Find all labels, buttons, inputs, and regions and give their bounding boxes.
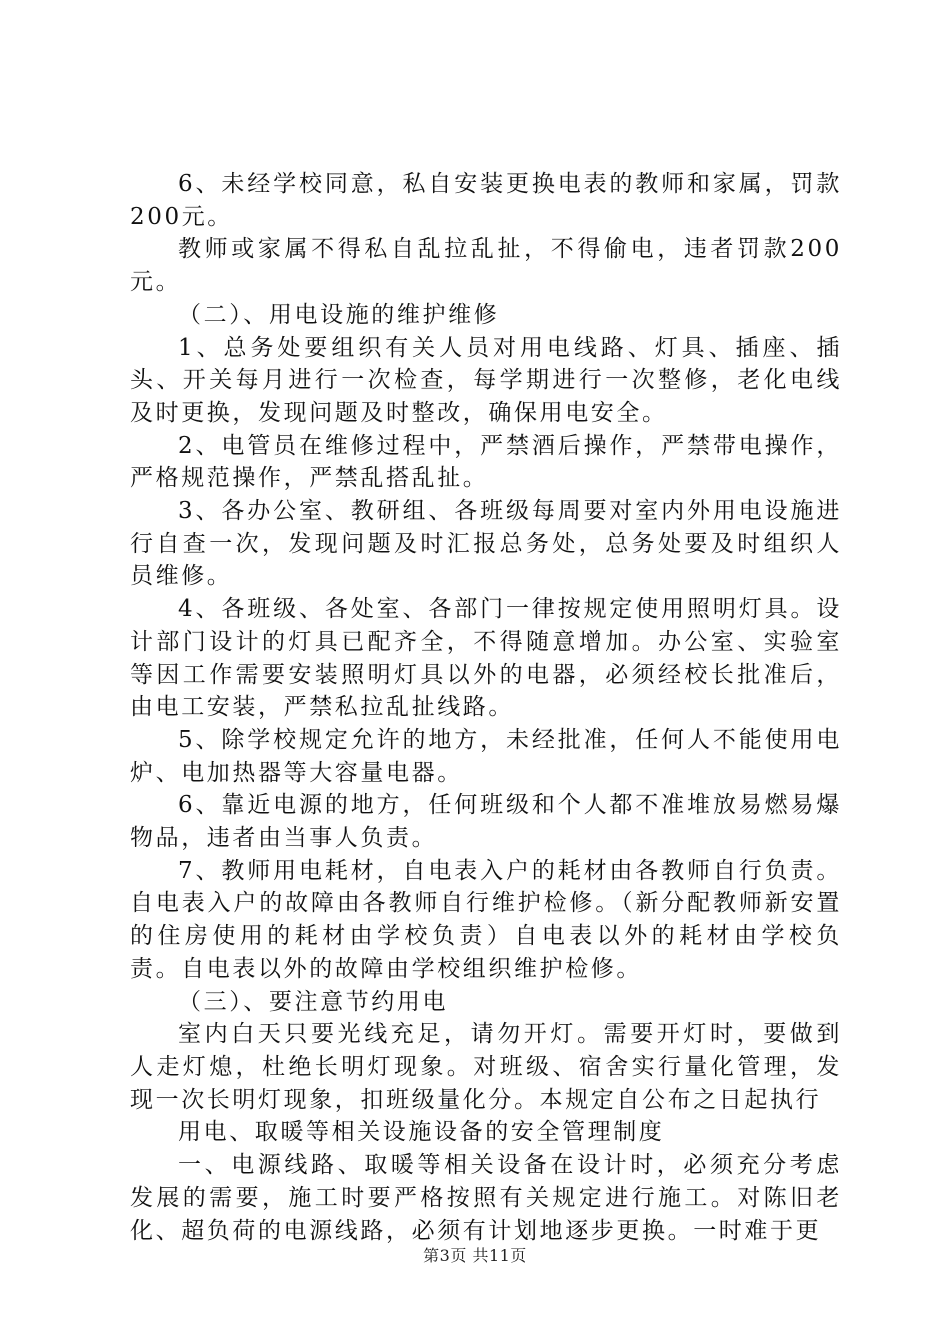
- paragraph-item-5: 5、除学校规定允许的地方，未经批准，任何人不能使用电炉、电加热器等大容量电器。: [130, 726, 842, 786]
- paragraph-item-1: 1、总务处要组织有关人员对用电线路、灯具、插座、插头、开关每月进行一次检查，每学期进行一次整修，老化电线及时更换，发现问题及时整改，确保用电安全。: [130, 334, 842, 426]
- paragraph-item-2: 2、电管员在维修过程中，严禁酒后操作，严禁带电操作，严格规范操作，严禁乱搭乱扯。: [130, 432, 842, 492]
- paragraph-no-illegal-wiring: 教师或家属不得私自乱拉乱扯，不得偷电，违者罚款200元。: [130, 236, 842, 296]
- paragraph-fine-meter: 6、未经学校同意，私自安装更换电表的教师和家属，罚款200元。: [130, 171, 842, 230]
- paragraph-item-4: 4、各班级、各处室、各部门一律按规定使用照明灯具。设计部门设计的灯具已配齐全，不得随意增加。办公室、实验室等因工作需要安装照明灯具以外的电器，必须经校长批准后，由电工安装，严禁私拉乱扯线路。: [130, 596, 842, 721]
- page-number-footer: 第3页 共11页: [423, 1246, 527, 1265]
- paragraph-item-3: 3、各办公室、教研组、各班级每周要对室内外用电设施进行自查一次，发现问题及时汇报总务处，总务处要及时组织人员维修。: [130, 498, 842, 590]
- paragraph-save-power: 室内白天只要光线充足，请勿开灯。需要开灯时，要做到人走灯熄，杜绝长明灯现象。对班级、宿舍实行量化管理，发现一次长明灯现象，扣班级量化分。本规定自公布之日起执行: [130, 1021, 842, 1113]
- paragraph-item-7: 7、教师用电耗材，自电表入户的耗材由各教师自行负责。自电表入户的故障由各教师自行维护检修。（新分配教师新安置的住房使用的耗材由学校负责）自电表以外的耗材由学校负责。自电表以外的故障由学校组织维护检修。: [130, 857, 842, 982]
- section-heading-save-power: （三）、要注意节约用电: [178, 988, 449, 1015]
- section-heading-maintenance: （二）、用电设施的维护维修: [178, 301, 500, 328]
- paragraph-power-lines: 一、电源线路、取暖等相关设备在设计时，必须充分考虑发展的需要，施工时要严格按照有关规定进行施工。对陈旧老化、超负荷的电源线路，必须有计划地逐步更换。一时难于更: [130, 1152, 842, 1244]
- paragraph-item-6: 6、靠近电源的地方，任何班级和个人都不准堆放易燃易爆物品，违者由当事人负责。: [130, 792, 842, 852]
- document-subtitle: 用电、取暖等相关设施设备的安全管理制度: [178, 1119, 665, 1146]
- document-body: [130, 168, 842, 1247]
